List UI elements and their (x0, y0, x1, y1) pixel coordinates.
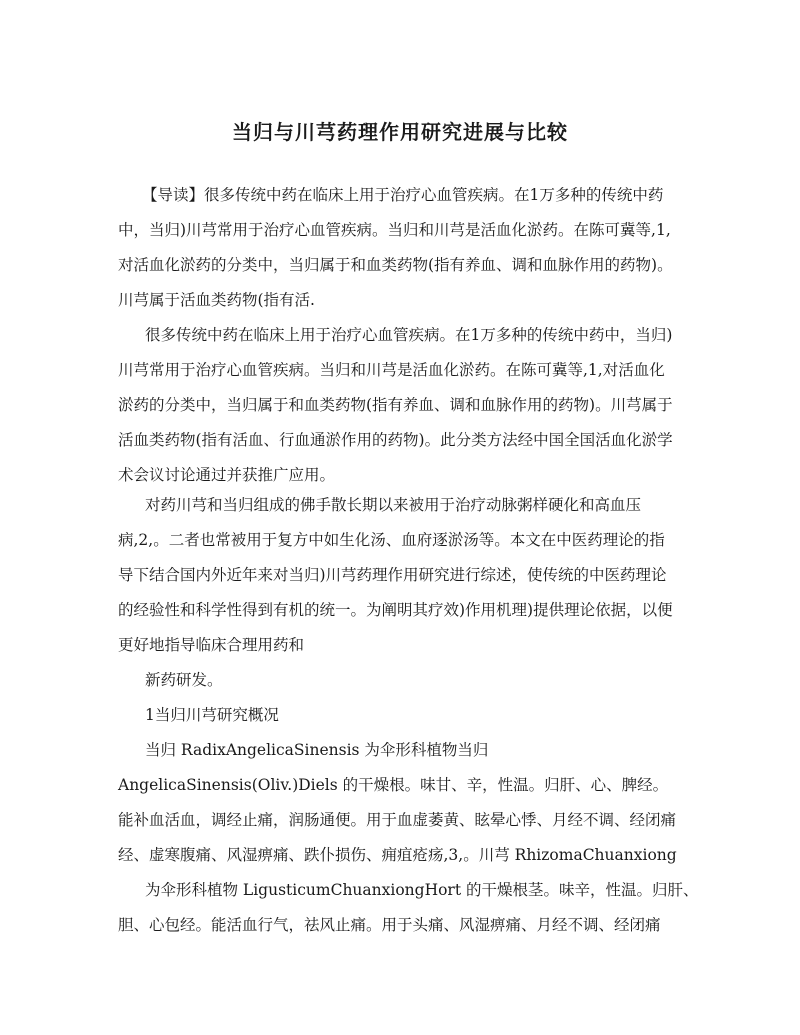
document-title: 当归与川芎药理作用研究进展与比较 (232, 120, 568, 144)
paragraph-line: 淤药的分类中，当归属于和血类药物(指有养血、调和血脉作用的药物)。川芎属于 (118, 396, 673, 414)
paragraph-line: 更好地指导临床合理用药和 (118, 636, 305, 654)
paragraph-line: 对药川芎和当归组成的佛手散长期以来被用于治疗动脉粥样硬化和高血压 (145, 496, 642, 514)
paragraph-line: AngelicaSinensis(Oliv.)Diels 的干燥根。味甘、辛，性温。归肝、心、脾经。 (118, 776, 669, 794)
paragraph-line: 当归 RadixAngelicaSinensis 为伞形科植物当归 (145, 741, 489, 759)
paragraph-line: 术会议讨论通过并获推广应用。 (118, 466, 336, 484)
paragraph-line: 中，当归)川芎常用于治疗心血管疾病。当归和川芎是活血化淤药。在陈可冀等,1, (118, 221, 671, 239)
paragraph-line: 经、虚寒腹痛、风湿痹痛、跌仆损伤、痈疽疮疡,3,。川芎 RhizomaChuanxiong (118, 846, 677, 864)
paragraph-line: 能补血活血，调经止痛，润肠通便。用于血虚萎黄、眩晕心悸、月经不调、经闭痛 (118, 811, 677, 829)
paragraph-line: 导下结合国内外近年来对当归)川芎药理作用研究进行综述，使传统的中医药理论 (118, 566, 667, 584)
paragraph-line: 活血类药物(指有活血、行血通淤作用的药物)。此分类方法经中国全国活血化淤学 (118, 431, 673, 449)
paragraph-line: 新药研发。 (145, 671, 223, 689)
paragraph-line: 【导读】很多传统中药在临床上用于治疗心血管疾病。在1万多种的传统中药 (142, 186, 664, 204)
paragraph-line: 病,2,。二者也常被用于复方中如生化汤、血府逐淤汤等。本文在中医药理论的指 (118, 531, 665, 549)
paragraph-line: 胆、心包经。能活血行气，祛风止痛。用于头痛、风湿痹痛、月经不调、经闭痛 (118, 916, 661, 934)
paragraph-line: 为伞形科植物 LigusticumChuanxiongHort 的干燥根茎。味辛，性温。归肝、 (145, 881, 699, 899)
paragraph-line: 很多传统中药在临床上用于治疗心血管疾病。在1万多种的传统中药中，当归) (145, 326, 673, 344)
paragraph-line: 对活血化淤药的分类中，当归属于和血类药物(指有养血、调和血脉作用的药物)。 (118, 256, 673, 274)
section-heading: 1当归川芎研究概况 (145, 706, 279, 724)
paragraph-line: 川芎常用于治疗心血管疾病。当归和川芎是活血化淤药。在陈可冀等,1,对活血化 (118, 361, 665, 379)
paragraph-line: 的经验性和科学性得到有机的统一。为阐明其疗效)作用机理)提供理论依据，以便 (118, 601, 673, 619)
paragraph-line: 川芎属于活血类药物(指有活. (118, 291, 315, 309)
